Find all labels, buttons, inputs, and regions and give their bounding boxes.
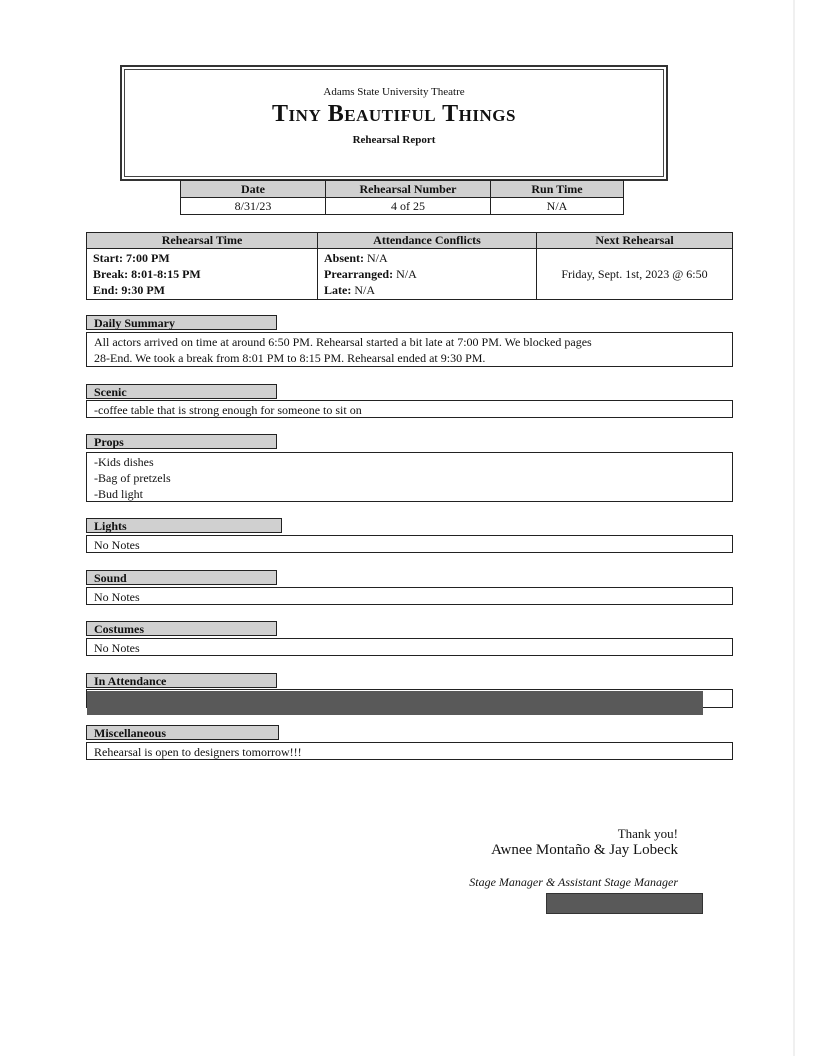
costumes-note: No Notes (94, 641, 140, 655)
prearranged-label: Prearranged: (324, 267, 394, 281)
end-time: End: 9:30 PM (93, 283, 165, 297)
absent-label: Absent: (324, 251, 365, 265)
props-title: Props (86, 434, 277, 449)
late-line (324, 282, 530, 298)
rehearsal-number-value: 4 of 25 (326, 198, 491, 215)
attendance-title: In Attendance (86, 673, 277, 688)
lights-title: Lights (86, 518, 282, 533)
props-note: -Kids dishes (94, 455, 154, 469)
date-value: 8/31/23 (181, 198, 326, 215)
organization-name: Adams State University Theatre (323, 86, 465, 98)
daily-summary-line: 28-End. We took a break from 8:01 PM to 8:15 PM. Rehearsal ended at 9:30 PM. (94, 351, 486, 365)
signatory-roles: Stage Manager & Assistant Stage Manager (469, 875, 678, 889)
scenic-note: -coffee table that is strong enough for someone to sit on (94, 403, 362, 417)
date-header: Date (181, 181, 326, 198)
absent-value: N/A (364, 251, 388, 265)
scenic-title: Scenic (86, 384, 277, 399)
misc-note: Rehearsal is open to designers tomorrow!!! (94, 745, 302, 759)
daily-summary-box (86, 332, 733, 367)
attendance-conflicts-header: Attendance Conflicts (318, 233, 537, 249)
daily-summary-title: Daily Summary (86, 315, 277, 330)
daily-summary-line: All actors arrived on time at around 6:50 PM. Rehearsal started a bit late at 7:00 PM. We blocked pages (94, 335, 592, 349)
props-box (86, 452, 733, 502)
late-label: Late: (324, 283, 352, 297)
page-edge (793, 0, 795, 1056)
lights-note: No Notes (94, 538, 140, 552)
start-time: Start: 7:00 PM (93, 251, 170, 265)
break-time: Break: 8:01-8:15 PM (93, 267, 201, 281)
next-rehearsal-header: Next Rehearsal (537, 233, 733, 249)
lights-box (86, 535, 733, 553)
misc-title: Miscellaneous (86, 725, 279, 740)
run-time-value: N/A (491, 198, 624, 215)
rehearsal-time-header: Rehearsal Time (87, 233, 318, 249)
thank-you: Thank you! (617, 826, 678, 841)
redaction-block (87, 691, 703, 715)
late-value: N/A (351, 283, 375, 297)
rehearsal-times-cell (87, 249, 318, 300)
report-subtitle: Rehearsal Report (352, 134, 436, 146)
props-note: -Bag of pretzels (94, 471, 171, 485)
rehearsal-number-header: Rehearsal Number (326, 181, 491, 198)
sound-box (86, 587, 733, 605)
costumes-title: Costumes (86, 621, 277, 636)
sound-title: Sound (86, 570, 277, 585)
prearranged-line (324, 266, 530, 282)
scenic-box (86, 400, 733, 418)
rehearsal-info-table (180, 180, 624, 215)
prearranged-value: N/A (393, 267, 417, 281)
next-rehearsal-value: Friday, Sept. 1st, 2023 @ 6:50 (537, 249, 733, 300)
run-time-header: Run Time (491, 181, 624, 198)
props-note: -Bud light (94, 487, 144, 501)
costumes-box (86, 638, 733, 656)
signature-redaction (546, 893, 703, 914)
attendance-conflicts-cell (318, 249, 537, 300)
signatory-names: Awnee Montaño & Jay Lobeck (491, 842, 678, 858)
show-title: Tiny Beautiful Things (272, 101, 516, 127)
report-header (120, 65, 668, 181)
sound-note: No Notes (94, 590, 140, 604)
absent-line (324, 250, 530, 266)
rehearsal-time-table (86, 232, 733, 300)
misc-box (86, 742, 733, 760)
